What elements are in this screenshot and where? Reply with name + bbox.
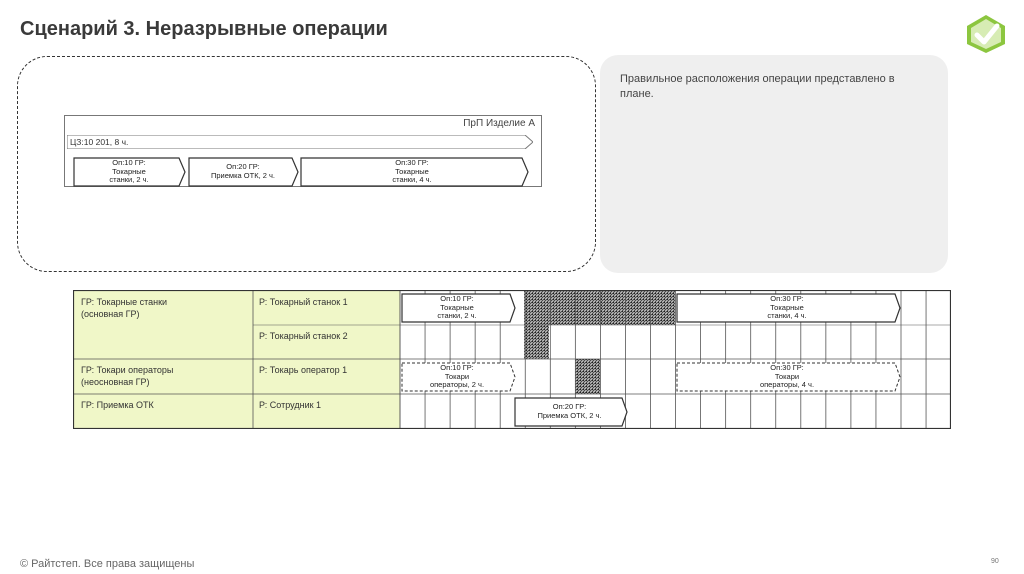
resource-label-lathe-2: Р: Токарный станок 2 xyxy=(259,331,348,341)
order-label: ЦЗ:10 201, 8 ч. xyxy=(70,137,129,147)
copyright-footer: © Райтстеп. Все права защищены xyxy=(20,558,195,570)
note-text: Правильное расположения операции представлено в плане. xyxy=(620,73,895,100)
resource-label-lathe-1: Р: Токарный станок 1 xyxy=(259,297,348,307)
schedule-bar-op10-operator-label: Оп:10 ГР: Токари операторы, 2 ч. xyxy=(429,363,485,389)
plan-op-30-label: Оп:30 ГР: Токарные станки, 4 ч. xyxy=(392,158,432,184)
slide-title: Сценарий 3. Неразрывные операции xyxy=(20,18,388,40)
schedule-bar-op30-operator-label: Оп:30 ГР: Токари операторы, 4 ч. xyxy=(759,363,815,389)
group-label-lathes: ГР: Токарные станки (основная ГР) xyxy=(81,297,168,319)
order-bar xyxy=(67,135,533,149)
group-label-operators: ГР: Токари операторы (неосновная ГР) xyxy=(81,365,174,387)
schedule-bar-op20-qc-label: Оп:20 ГР: Приемка ОТК, 2 ч. xyxy=(537,402,602,420)
schedule-bar-op30-lathe-label: Оп:30 ГР: Токарные станки, 4 ч. xyxy=(767,294,807,320)
schedule-bar-op10-lathe-label: Оп:10 ГР: Токарные станки, 2 ч. xyxy=(437,294,477,320)
plan-title: ПрП Изделие А xyxy=(463,118,535,129)
resource-label-employee-1: Р: Сотрудник 1 xyxy=(259,400,322,410)
plan-op-10-label: Оп:10 ГР: Токарные станки, 2 ч. xyxy=(109,158,149,184)
page-number: 90 xyxy=(991,558,999,565)
plan-op-20-label: Оп:20 ГР: Приемка ОТК, 2 ч. xyxy=(211,162,275,180)
resource-label-operator-1: Р: Токарь оператор 1 xyxy=(259,365,348,375)
group-label-qc: ГР: Приемка ОТК xyxy=(81,400,154,410)
checkmark-logo-icon xyxy=(966,14,1006,54)
